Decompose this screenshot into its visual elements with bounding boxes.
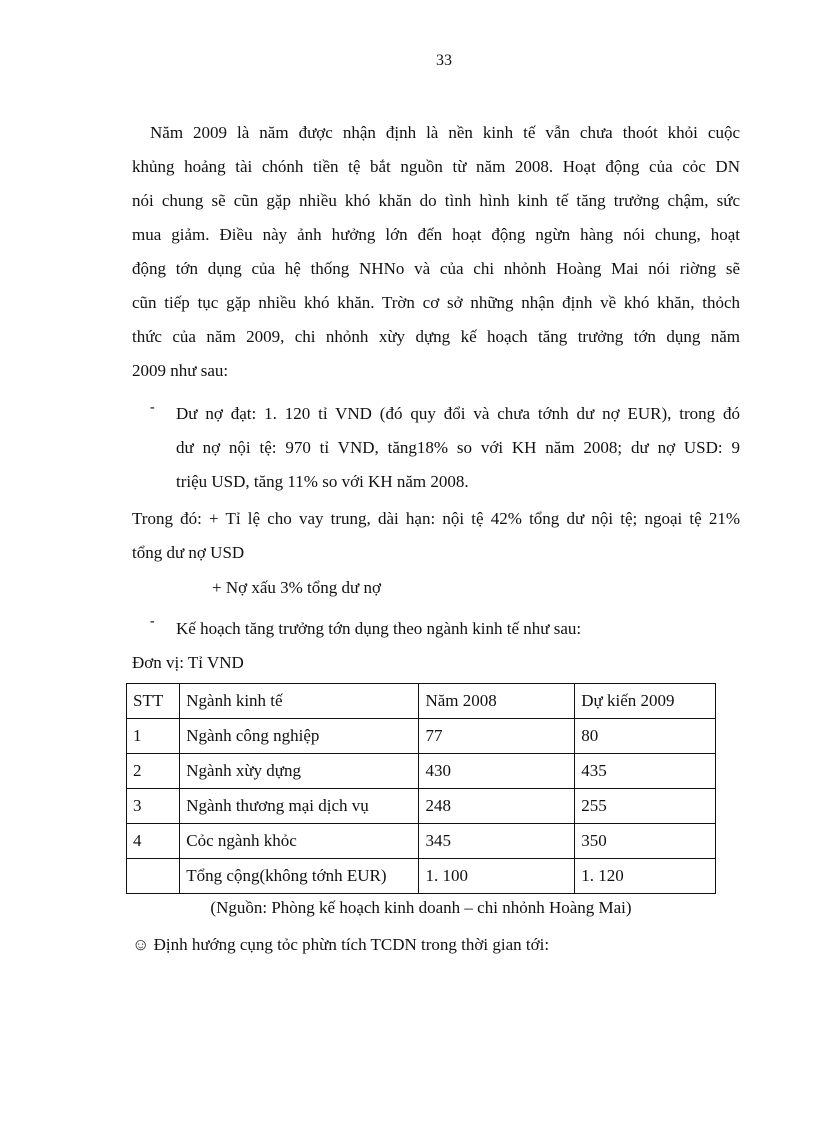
table-cell: 248 <box>419 789 575 824</box>
table-cell: Cỏc ngành khỏc <box>180 824 419 859</box>
table-row <box>127 789 716 824</box>
table-cell: Ngành thương mại dịch vụ <box>180 789 419 824</box>
note-line: + Nợ xấu 3% tổng dư nợ <box>212 578 381 597</box>
table-cell: 1. 100 <box>419 859 575 894</box>
table-cell: 430 <box>419 754 575 789</box>
table-cell: 3 <box>127 789 180 824</box>
paragraph-line: nói chung sẽ cũn gặp nhiều khó khăn do tình hình kinh tế tăng trưởng chậm, sức <box>132 191 740 210</box>
table-row <box>127 719 716 754</box>
table-header: Dự kiến 2009 <box>575 684 716 719</box>
table-header: Ngành kinh tế <box>180 684 419 719</box>
table-total-row <box>127 859 716 894</box>
bullet-line: triệu USD, tăng 11% so với KH năm 2008. <box>176 472 469 491</box>
intro-paragraph <box>132 116 740 388</box>
table-cell: 80 <box>575 719 716 754</box>
unit-label: Đơn vị: Tỉ VND <box>132 653 244 672</box>
paragraph-line: Năm 2009 là năm được nhận định là nền kinh tế vẫn chưa thoót khỏi cuộc <box>150 123 740 142</box>
table-cell: Tổng cộng(không tớnh EUR) <box>180 859 419 894</box>
table-cell: Ngành công nghiệp <box>180 719 419 754</box>
table-header: Năm 2008 <box>419 684 575 719</box>
section-heading-text: Định hướng cụng tỏc phừn tích TCDN trong thời gian tới: <box>153 935 550 954</box>
bullet-line: dư nợ nội tệ: 970 tỉ VND, tăng18% so với KH năm 2008; dư nợ USD: 9 <box>176 438 740 457</box>
bullet-line: Dư nợ đạt: 1. 120 tỉ VND (đó quy đổi và chưa tớnh dư nợ EUR), trong đó <box>176 404 740 423</box>
section-heading <box>132 933 549 957</box>
table-cell: 4 <box>127 824 180 859</box>
table-cell: Ngành xừy dựng <box>180 754 419 789</box>
paragraph-line: động tớn dụng của hệ thống NHNo và của chi nhỏnh Hoàng Mai nói riờng sẽ <box>132 259 740 278</box>
credit-growth-table <box>126 683 716 894</box>
table-header: STT <box>127 684 180 719</box>
table-row <box>127 754 716 789</box>
table-cell: 1. 120 <box>575 859 716 894</box>
table-cell <box>127 859 180 894</box>
bullet-debt-plan <box>176 397 740 499</box>
table-cell: 2 <box>127 754 180 789</box>
table-header-row <box>127 684 716 719</box>
table-cell: 77 <box>419 719 575 754</box>
note-line: tổng dư nợ USD <box>132 543 245 562</box>
bullet-credit-plan: Kế hoạch tăng trưởng tớn dụng theo ngành kinh tế như sau: <box>176 619 582 638</box>
smiley-icon: ☺ <box>132 935 150 954</box>
table-cell: 345 <box>419 824 575 859</box>
table-cell: 435 <box>575 754 716 789</box>
paragraph-line: 2009 như sau: <box>132 361 229 380</box>
page-number: 33 <box>436 52 452 69</box>
table-source-note: (Nguồn: Phòng kế hoạch kinh doanh – chi nhỏnh Hoàng Mai) <box>210 898 632 917</box>
bullet-marker: - <box>150 400 155 415</box>
paragraph-line: cũn tiếp tục gặp nhiều khó khăn. Trờn cơ sở những nhận định về khó khăn, thỏch <box>132 293 740 312</box>
table-cell: 350 <box>575 824 716 859</box>
table-cell: 1 <box>127 719 180 754</box>
paragraph-line: thức của năm 2009, chi nhỏnh xừy dựng kế hoạch tăng trưởng tớn dụng năm <box>132 327 740 346</box>
table-row <box>127 824 716 859</box>
paragraph-line: khủng hoảng tài chónh tiền tệ bắt nguồn từ năm 2008. Hoạt động của cỏc DN <box>132 157 740 176</box>
note-line: Trong đó: + Tỉ lệ cho vay trung, dài hạn: nội tệ 42% tổng dư nội tệ; ngoại tệ 21% <box>132 509 740 528</box>
bullet-marker: - <box>150 614 155 629</box>
paragraph-line: mua giảm. Điều này ảnh hưởng lớn đến hoạt động ngừn hàng nói chung, hoạt <box>132 225 740 244</box>
table-cell: 255 <box>575 789 716 824</box>
